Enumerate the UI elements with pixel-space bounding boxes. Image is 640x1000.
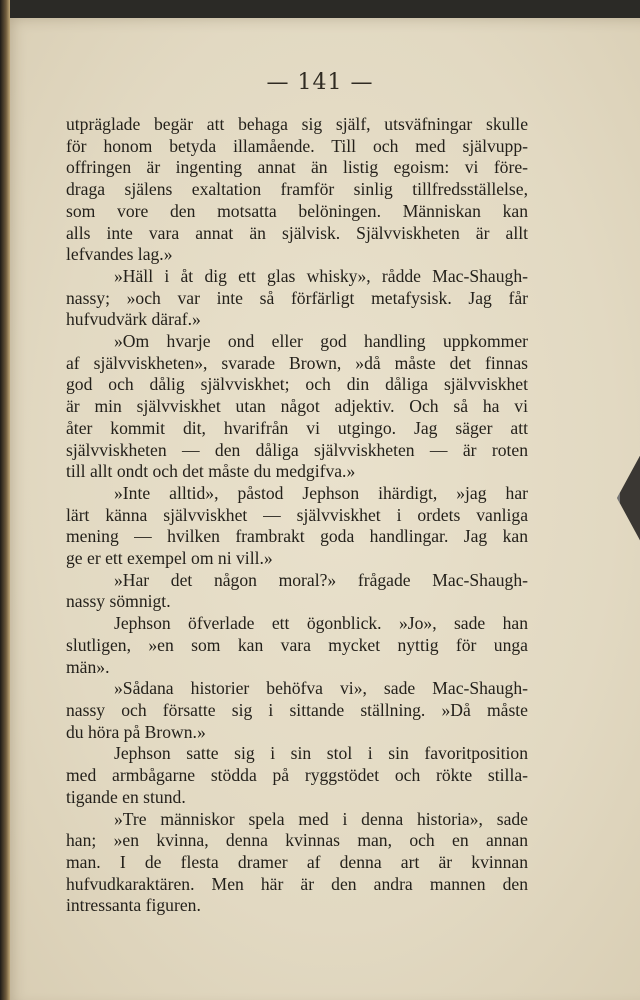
text-line: nassy sömnigt. <box>66 591 171 612</box>
text-line: nassy; »och var inte så förfärligt metafysisk. Jag får <box>66 287 528 308</box>
text-line: hufvudvärk däraf.» <box>66 309 201 330</box>
text-line: nassy och försatte sig i sittande ställning. »Då måste <box>66 699 528 720</box>
text-line: hufvudkaraktären. Men här är den andra mannen den <box>66 873 528 894</box>
text-line: god och dålig självviskhet; och din dåliga självviskhet <box>66 374 528 395</box>
text-line: han; »en kvinna, denna kvinnas man, och en annan <box>66 830 528 851</box>
text-line: alls inte vara annat än självisk. Självviskheten är allt <box>66 222 528 243</box>
text-line: Jephson öfverlade ett ögonblick. »Jo», sade han <box>114 613 528 634</box>
text-line: Jephson satte sig i sin stol i sin favoritposition <box>114 743 528 764</box>
text-line: för honom betyda illamående. Till och med självupp- <box>66 135 528 156</box>
book-spine-edge <box>0 0 10 1000</box>
text-line: ge er ett exempel om ni vill.» <box>66 548 273 569</box>
text-line: som vore den motsatta belöningen. Människan kan <box>66 200 528 221</box>
page-number: — 141 — <box>266 70 374 95</box>
text-line: »Om hvarje ond eller god handling uppkommer <box>114 331 528 352</box>
text-line: »Tre människor spela med i denna historia», sade <box>114 808 528 829</box>
text-line: självviskheten — den dåliga självviskheten — är roten <box>66 439 528 460</box>
text-line: män». <box>66 656 110 677</box>
text-line: af självviskheten», svarade Brown, »då måste det finnas <box>66 352 528 373</box>
text-line: man. I de flesta dramer af denna art är kvinnan <box>66 851 528 872</box>
text-line: utpräglade begär att behaga sig själf, utsväfningar skulle <box>66 114 528 134</box>
text-line: »Inte alltid», påstod Jephson ihärdigt, »jag har <box>114 482 528 503</box>
text-line: intressanta figuren. <box>66 895 201 916</box>
text-line: du höra på Brown.» <box>66 721 206 742</box>
body-text <box>66 114 528 917</box>
text-line: »Har det någon moral?» frågade Mac-Shaugh- <box>114 569 528 590</box>
text-line: »Häll i åt dig ett glas whisky», rådde Mac-Shaugh- <box>114 265 528 286</box>
text-line: draga själens exaltation framför sinlig tillfredsställelse, <box>66 179 528 200</box>
text-line: är min självviskhet utan något adjektiv. Och så ha vi <box>66 396 528 417</box>
text-line: lärt känna självviskhet — självviskhet i ordets vanliga <box>66 504 528 525</box>
text-line: med armbågarne stödda på ryggstödet och rökte stilla- <box>66 765 528 786</box>
text-line: tigande en stund. <box>66 786 186 807</box>
text-line: mening — hvilken frambrakt goda handlingar. Jag kan <box>66 526 528 547</box>
text-line: till allt ondt och det måste du medgifva.» <box>66 461 356 482</box>
text-line: åter kommit dit, hvarifrån vi utgingo. Jag säger att <box>66 417 528 438</box>
text-line: slutligen, »en som kan vara mycket nyttig för unga <box>66 634 528 655</box>
text-line: »Sådana historier behöfva vi», sade Mac-Shaugh- <box>114 678 528 699</box>
text-line: offringen är ingenting annat än listig egoism: vi före- <box>66 157 528 178</box>
text-line: lefvandes lag.» <box>66 244 173 265</box>
